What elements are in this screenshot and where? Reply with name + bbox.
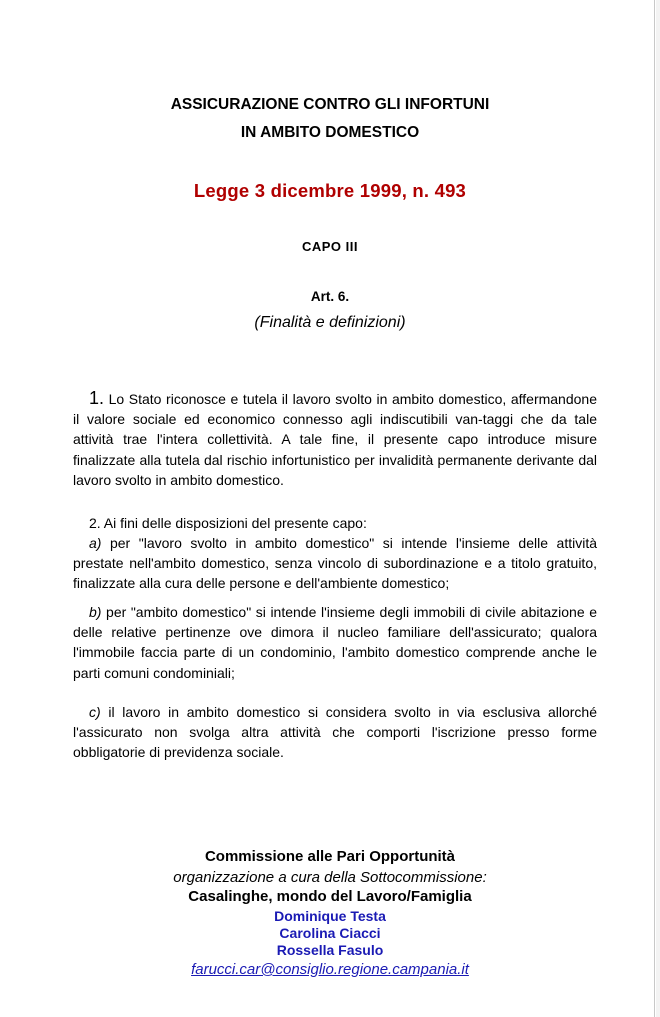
- email-link[interactable]: farucci.car@consiglio.regione.campania.it: [191, 961, 469, 978]
- paragraph-2-text: 2. Ai fini delle disposizioni del presente capo:: [89, 515, 367, 531]
- definition-c-text: il lavoro in ambito domestico si considera svolto in via esclusiva allorché l'assicurato non svolga altra attività che comporti l'iscrizione presso forme obbligatorie di previdenza sociale.: [73, 704, 597, 761]
- definition-a: [73, 533, 597, 594]
- article-heading: Art. 6.: [310, 289, 350, 304]
- subcommission-name: Casalinghe, mondo del Lavoro/Famiglia: [188, 888, 472, 905]
- definition-b-label: b): [89, 604, 102, 620]
- document-title-line2: IN AMBITO DOMESTICO: [240, 124, 420, 141]
- organization-line: organizzazione a cura della Sottocommissione:: [173, 869, 487, 886]
- member-name: Carolina Ciacci: [279, 925, 381, 941]
- paragraph-1: [73, 388, 597, 490]
- law-reference: Legge 3 dicembre 1999, n. 493: [193, 180, 467, 201]
- definition-a-text: per "lavoro svolto in ambito domestico" si intende l'insieme delle attività prestate nell'ambito domestico, senza vincolo di subordinazione e a titolo gratuito, finalizzate alla cura delle persone e dell'ambiente domestico;: [73, 535, 597, 592]
- contact-email: [0, 961, 660, 978]
- article-subtitle: (Finalità e definizioni): [254, 314, 406, 331]
- paragraph-1-number: 1.: [89, 388, 105, 408]
- definition-c: [73, 702, 597, 763]
- member-name: Dominique Testa: [274, 908, 386, 924]
- document-title-line1: ASSICURAZIONE CONTRO GLI INFORTUNI: [170, 96, 490, 113]
- paragraph-1-text: Lo Stato riconosce e tutela il lavoro svolto in ambito domestico, affermandone il valore sociale ed economico connesso agli indiscutibili van-taggi che da tale attività trae l'intera collettività. A tale fine, il presente capo introduce misure finalizzate alla tutela dal rischio infortunistico per invalidità permanente derivante dal lavoro svolto in ambito domestico.: [73, 391, 597, 488]
- commission-name: Commissione alle Pari Opportunità: [204, 848, 456, 865]
- definition-c-label: c): [89, 704, 101, 720]
- definition-b: [73, 602, 597, 683]
- member-name: Rossella Fasulo: [276, 942, 384, 958]
- definition-a-label: a): [89, 535, 102, 551]
- paragraph-2: [73, 513, 597, 533]
- definition-b-text: per "ambito domestico" si intende l'insieme degli immobili di civile abitazione e delle relative pertinenze ove dimora il nucleo familiare dell'assicurato; qualora l'immobile faccia parte di un condominio, l'ambito domestico comprende anche le parti comuni condominiali;: [73, 604, 597, 681]
- chapter-heading: CAPO III: [301, 239, 358, 254]
